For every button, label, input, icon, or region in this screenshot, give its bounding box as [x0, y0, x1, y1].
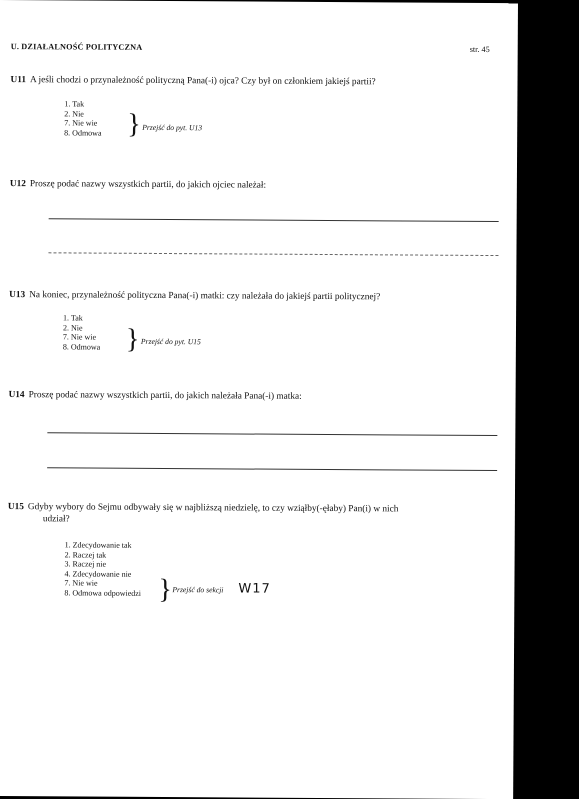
question-text-continued: udział? [42, 514, 70, 525]
option-item: 7. Nie wie [64, 118, 98, 128]
handwritten-note: W17 [238, 581, 271, 597]
question-text: Gdyby wybory do Sejmu odbywały się w najbliższą niedzielę, to czy wziąłby(-ęłaby) Pan(i) w nich [27, 502, 399, 515]
options-u11 [64, 99, 102, 138]
section-title: U. DZIAŁALNOŚĆ POLITYCZNA [10, 42, 143, 52]
option-item: 8. Odmowa odpowiedzi [64, 588, 142, 598]
options-u15 [64, 540, 141, 598]
answer-line [49, 218, 499, 222]
option-item: 8. Odmowa [62, 342, 101, 352]
question-u11 [10, 75, 375, 87]
answer-line [47, 467, 497, 471]
question-text: Proszę podać nazwy wszystkich partii, do jakich ojciec należał: [29, 179, 267, 191]
option-item: 1. Tak [63, 313, 83, 323]
option-item: 1. Zdecydowanie tak [64, 540, 132, 550]
question-text: Proszę podać nazwy wszystkich partii, do jakich należała Pana(-i) matka: [28, 390, 302, 402]
option-item: 2. Nie [64, 108, 84, 119]
option-item: 2. Nie [62, 322, 83, 333]
question-number: U13 [9, 290, 26, 301]
answer-line [47, 432, 497, 436]
question-u13 [9, 290, 380, 302]
question-number: U15 [7, 502, 24, 513]
question-text: A jeśli chodzi o przynależność polityczną Pana(-i) ojca? Czy był on członkiem jakiejś partii? [29, 75, 376, 88]
question-number: U12 [9, 179, 26, 190]
option-item: 3. Raczej nie [64, 559, 107, 569]
option-item: 7. Nie wie [64, 578, 98, 588]
brace-icon: } [125, 323, 140, 355]
page-number: str. 45 [469, 44, 490, 54]
skip-instruction: Przejść do pyt. U13 [142, 122, 203, 133]
question-number: U11 [10, 75, 27, 86]
option-item: 1. Tak [64, 99, 85, 109]
question-u12 [10, 179, 266, 191]
option-item: 7. Nie wie [62, 332, 97, 342]
answer-line [48, 252, 498, 256]
option-item: 8. Odmowa [64, 128, 102, 138]
brace-icon: } [158, 573, 172, 606]
skip-instruction: Przejść do pyt. U15 [140, 336, 201, 347]
question-u14 [9, 390, 302, 402]
option-item: 2. Raczej tak [64, 549, 107, 560]
brace-icon: } [127, 108, 141, 140]
options-u13 [63, 313, 101, 352]
option-item: 4. Zdecydowanie nie [64, 569, 132, 579]
question-u15 [8, 502, 399, 514]
skip-instruction: Przejść do sekcji [172, 585, 224, 595]
question-number: U14 [8, 390, 25, 401]
question-text: Na koniec, przynależność polityczna Pana(-i) matki: czy należała do jakiejś partii politycznej? [29, 290, 381, 303]
